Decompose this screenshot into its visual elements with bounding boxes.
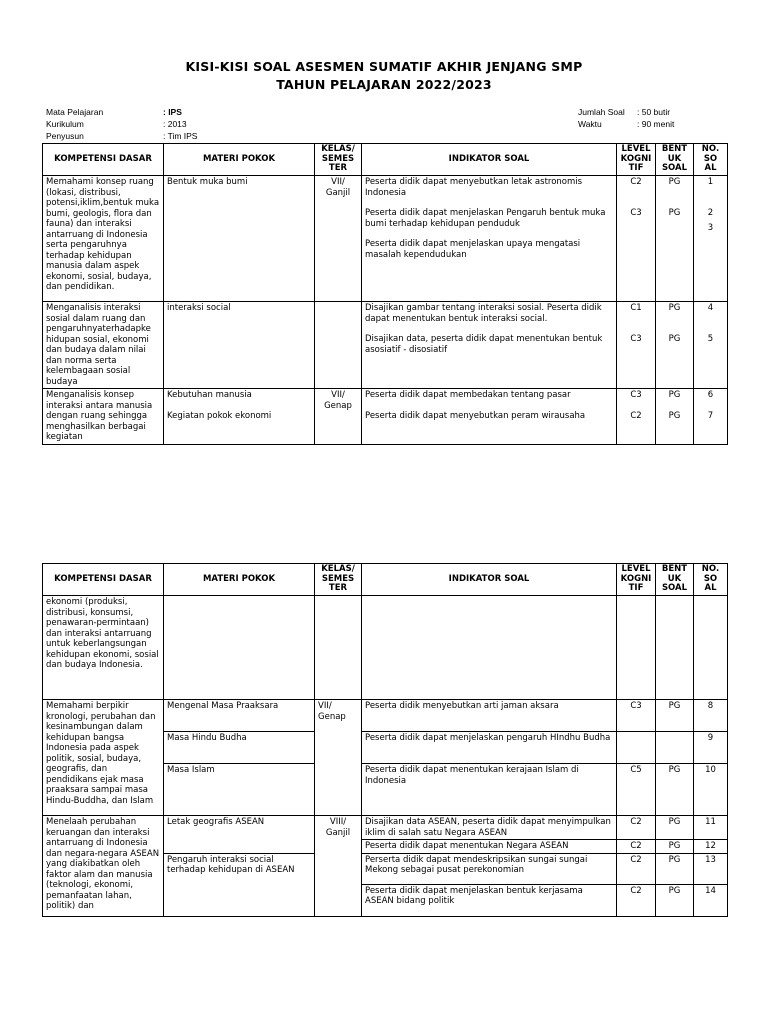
bentuk-cell bbox=[656, 176, 694, 302]
no-cell: 13 bbox=[694, 853, 728, 884]
indikator-cell: Peserta didik dapat menentukan Negara ASEAN bbox=[362, 840, 617, 854]
level-value: C3 bbox=[630, 207, 642, 218]
kisi-kisi-table-1 bbox=[42, 143, 728, 445]
no-value: 7 bbox=[707, 410, 714, 421]
no-value: 2 bbox=[707, 207, 714, 218]
penyusun-label: Penyusun bbox=[46, 131, 84, 141]
kd-cell: Menelaah perubahan keruangan dan interaksi antarruang di Indonesia dan negara-negara ASEAN yang diakibatkan oleh faktor alam dan manusia (teknologi, ekonomi, pemanfaatan lahan, politik) dan bbox=[43, 816, 164, 917]
indikator-cell bbox=[362, 176, 617, 302]
kd-cell: ekonomi (produksi, distribusi, konsumsi, penawaran-permintaan) dan interaksi antarruang untuk keberlangsungan kehidupan ekonomi, sosial dan budaya Indonesia. bbox=[43, 596, 164, 700]
bentuk-value: PG bbox=[668, 390, 681, 400]
header-level: LEVEL KOGNI TIF bbox=[617, 564, 656, 596]
header-no: NO. SO AL bbox=[694, 564, 728, 596]
indikator-cell: Peserta didik dapat menjelaskan bentuk kerjasama ASEAN bidang politik bbox=[362, 884, 617, 916]
kd-cell: Memahami berpikir kronologi, perubahan dan kesinambungan dalam kehidupan bangsa Indonesia pada aspek politik, sosial, budaya, geografis, dan pendidikans ejak masa praaksara sampai masa Hindu-Buddha, dan Islam bbox=[43, 700, 164, 816]
indikator-item: Peserta didik dapat menyebutkan letak astronomis Indonesia bbox=[365, 177, 583, 198]
header-kelas: KELAS/ SEMES TER bbox=[315, 564, 362, 596]
kd-cell: Menganalisis interaksi sosial dalam ruang dan pengaruhnyaterhadapke hidupan sosial, ekonomi dan budaya dalam nilai dan norma serta kelembagaan sosial budaya bbox=[43, 302, 164, 389]
bentuk-cell: PG bbox=[656, 840, 694, 854]
no-cell: 12 bbox=[694, 840, 728, 854]
kurikulum-value: : 2013 bbox=[163, 119, 187, 129]
materi-item: Kegiatan pokok ekonomi bbox=[167, 410, 272, 421]
indikator-cell bbox=[362, 389, 617, 445]
materi-cell: Masa Hindu Budha bbox=[164, 732, 315, 764]
waktu-value: : 90 menit bbox=[637, 119, 675, 129]
kelas-cell: VII/ Ganjil bbox=[315, 176, 362, 302]
bentuk-cell: PG bbox=[656, 853, 694, 884]
kd-cell: Memahami konsep ruang (lokasi, distribusi, potensi,iklim,bentuk muka bumi, geologis, flora dan fauna) dan interaksi antarruang di Indonesia serta pengaruhnya terhadap kehidupan manusia dalam aspek ekonomi, sosial, budaya, dan pendidikan. bbox=[43, 176, 164, 302]
table-row bbox=[43, 302, 728, 389]
kelas-cell: VII/ Genap bbox=[315, 389, 362, 445]
level-cell: C3 bbox=[617, 700, 656, 732]
header-materi: MATERI POKOK bbox=[164, 144, 315, 176]
bentuk-cell bbox=[656, 732, 694, 764]
bentuk-value: PG bbox=[668, 303, 681, 313]
level-cell bbox=[617, 732, 656, 764]
indikator-item: Peserta didik dapat menyebutkan peram wirausaha bbox=[365, 410, 586, 421]
bentuk-cell: PG bbox=[656, 884, 694, 916]
indikator-cell: Disajikan data ASEAN, peserta didik dapat menyimpulkan iklim di salah satu Negara ASEAN bbox=[362, 816, 617, 840]
no-cell bbox=[694, 596, 728, 700]
table-row bbox=[43, 596, 728, 700]
indikator-cell: Peserta didik dapat menentukan kerajaan Islam di Indonesia bbox=[362, 764, 617, 816]
level-cell: C2 bbox=[617, 816, 656, 840]
kelas-cell bbox=[315, 596, 362, 700]
indikator-cell bbox=[362, 596, 617, 700]
table-row bbox=[43, 176, 728, 302]
bentuk-cell: PG bbox=[656, 816, 694, 840]
no-value: 4 bbox=[707, 303, 714, 313]
level-value: C3 bbox=[630, 390, 642, 400]
level-cell: C2 bbox=[617, 840, 656, 854]
materi-cell bbox=[164, 596, 315, 700]
header-bentuk: BENT UK SOAL bbox=[656, 144, 694, 176]
bentuk-value: PG bbox=[668, 333, 681, 344]
no-cell bbox=[694, 176, 728, 302]
materi-cell: Masa Islam bbox=[164, 764, 315, 816]
kelas-cell: VII/ Genap bbox=[315, 700, 362, 816]
no-value: 3 bbox=[707, 223, 714, 233]
materi-cell: Letak geografis ASEAN bbox=[164, 816, 315, 854]
level-value: C2 bbox=[630, 410, 642, 421]
no-cell: 8 bbox=[694, 700, 728, 732]
table-row bbox=[43, 700, 728, 732]
mapel-value: : IPS bbox=[163, 107, 182, 117]
indikator-item: Disajikan data, peserta didik dapat menentukan bentuk asosiatif - disosiatif bbox=[365, 334, 603, 355]
indikator-item: Peserta didik dapat menjelaskan upaya mengatasi masalah kependudukan bbox=[365, 239, 581, 260]
jumlah-value: : 50 butir bbox=[637, 107, 671, 117]
no-cell: 11 bbox=[694, 816, 728, 840]
header-no: NO. SO AL bbox=[694, 144, 728, 176]
document-subtitle: TAHUN PELAJARAN 2022/2023 bbox=[276, 77, 492, 92]
indikator-item: Peserta didik dapat menjelaskan Pengaruh bentuk muka bumi terhadap kehidupan penduduk bbox=[365, 208, 606, 229]
kisi-kisi-table-2 bbox=[42, 563, 728, 917]
level-cell: C2 bbox=[617, 853, 656, 884]
level-value: C2 bbox=[630, 177, 642, 187]
indikator-cell bbox=[362, 302, 617, 389]
kelas-cell: VIII/ Ganjil bbox=[315, 816, 362, 917]
header-level: LEVEL KOGNI TIF bbox=[617, 144, 656, 176]
penyusun-value: : Tim IPS bbox=[163, 131, 198, 141]
indikator-cell: Peserta didik dapat menjelaskan pengaruh HIndhu Budha bbox=[362, 732, 617, 764]
bentuk-value: PG bbox=[668, 207, 681, 218]
kelas-cell bbox=[315, 302, 362, 389]
level-cell: C5 bbox=[617, 764, 656, 816]
header-kelas: KELAS/ SEMES TER bbox=[315, 144, 362, 176]
materi-item: Kebutuhan manusia bbox=[167, 390, 252, 400]
header-bentuk: BENT UK SOAL bbox=[656, 564, 694, 596]
table-row bbox=[43, 816, 728, 840]
mapel-label: Mata Pelajaran bbox=[46, 107, 104, 117]
indikator-item: Disajikan gambar tentang interaksi sosial. Peserta didik dapat menentukan bentuk interaksi social. bbox=[365, 303, 602, 324]
header-indikator: INDIKATOR SOAL bbox=[362, 564, 617, 596]
level-cell bbox=[617, 389, 656, 445]
level-cell bbox=[617, 596, 656, 700]
bentuk-cell bbox=[656, 389, 694, 445]
no-value: 5 bbox=[707, 333, 714, 344]
materi-cell: Bentuk muka bumi bbox=[164, 176, 315, 302]
bentuk-value: PG bbox=[668, 177, 681, 187]
document-title: KISI-KISI SOAL ASESMEN SUMATIF AKHIR JENJANG SMP bbox=[185, 59, 583, 74]
indikator-cell: Perserta didik dapat mendeskripsikan sungai sungai Mekong sebagai pusat perekonomian bbox=[362, 853, 617, 884]
bentuk-value: PG bbox=[668, 410, 681, 421]
level-cell: C2 bbox=[617, 884, 656, 916]
no-cell: 14 bbox=[694, 884, 728, 916]
level-cell bbox=[617, 302, 656, 389]
header-kd: KOMPETENSI DASAR bbox=[43, 564, 164, 596]
header-kd: KOMPETENSI DASAR bbox=[43, 144, 164, 176]
no-value: 1 bbox=[707, 177, 714, 187]
no-cell bbox=[694, 389, 728, 445]
header-materi: MATERI POKOK bbox=[164, 564, 315, 596]
bentuk-cell bbox=[656, 596, 694, 700]
table-row bbox=[43, 389, 728, 445]
waktu-label: Waktu bbox=[578, 119, 602, 129]
header-indikator: INDIKATOR SOAL bbox=[362, 144, 617, 176]
kurikulum-label: Kurikulum bbox=[46, 119, 84, 129]
jumlah-label: Jumlah Soal bbox=[578, 107, 625, 117]
materi-cell: interaksi social bbox=[164, 302, 315, 389]
kd-cell: Menganalisis konsep interaksi antara manusia dengan ruang sehingga menghasilkan berbagai kegiatan bbox=[43, 389, 164, 445]
no-cell: 9 bbox=[694, 732, 728, 764]
bentuk-cell bbox=[656, 302, 694, 389]
level-cell bbox=[617, 176, 656, 302]
level-value: C3 bbox=[630, 333, 642, 344]
materi-cell bbox=[164, 389, 315, 445]
indikator-item: Peserta didik dapat membedakan tentang pasar bbox=[365, 390, 571, 400]
no-cell: 10 bbox=[694, 764, 728, 816]
materi-cell: Mengenal Masa Praaksara bbox=[164, 700, 315, 732]
no-cell bbox=[694, 302, 728, 389]
indikator-cell: Peserta didik menyebutkan arti jaman aksara bbox=[362, 700, 617, 732]
bentuk-cell: PG bbox=[656, 700, 694, 732]
materi-cell: Pengaruh interaksi social terhadap kehidupan di ASEAN bbox=[164, 853, 315, 916]
level-value: C1 bbox=[630, 303, 642, 313]
no-value: 6 bbox=[707, 390, 714, 400]
bentuk-cell: PG bbox=[656, 764, 694, 816]
